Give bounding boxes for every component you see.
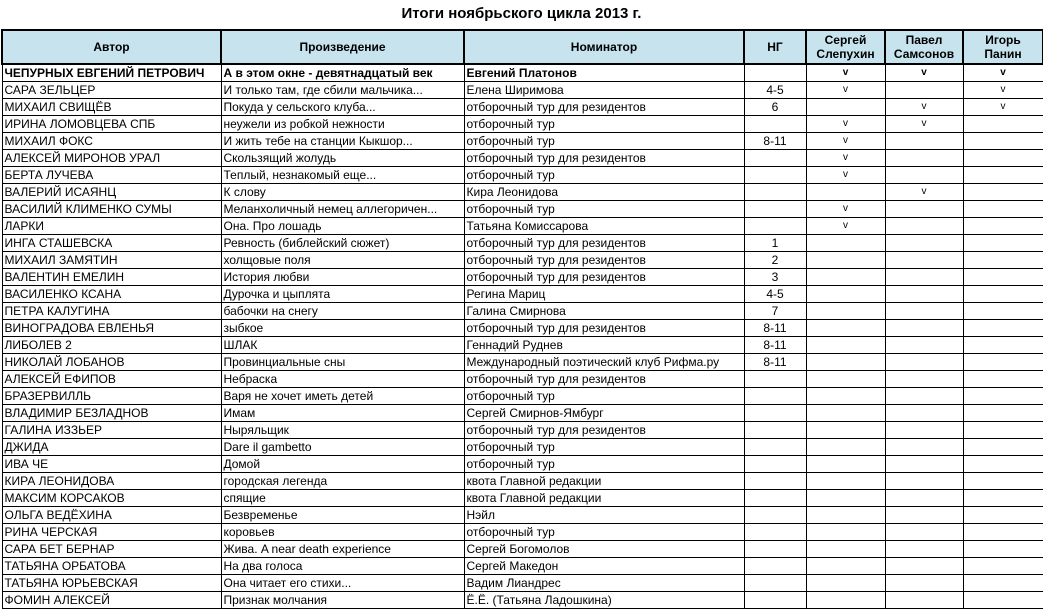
- vote-slepukhin-cell[interactable]: [806, 422, 885, 439]
- nominator-cell[interactable]: отборочный тур для резидентов: [464, 422, 744, 439]
- vote-panin-cell[interactable]: [963, 354, 1043, 371]
- author-cell[interactable]: ВАСИЛИЙ КЛИМЕНКО СУМЫ: [2, 201, 221, 218]
- vote-samsonov-cell[interactable]: v: [885, 99, 963, 116]
- work-cell[interactable]: городская легенда: [221, 473, 464, 490]
- table-row: [2, 303, 1043, 320]
- vote-panin-cell[interactable]: [963, 184, 1043, 201]
- vote-samsonov-cell[interactable]: [885, 405, 963, 422]
- table-row: [2, 116, 1043, 133]
- nominator-cell[interactable]: отборочный тур для резидентов: [464, 99, 744, 116]
- author-cell[interactable]: САРА ЗЕЛЬЦЕР: [2, 82, 221, 99]
- work-cell[interactable]: Ревность (библейский сюжет): [221, 235, 464, 252]
- nominator-cell[interactable]: Сергей Македон: [464, 558, 744, 575]
- author-cell[interactable]: САРА БЕТ БЕРНАР: [2, 541, 221, 558]
- vote-slepukhin-cell[interactable]: [806, 558, 885, 575]
- vote-slepukhin-cell[interactable]: [806, 456, 885, 473]
- work-cell[interactable]: Имам: [221, 405, 464, 422]
- nominator-cell[interactable]: отборочный тур: [464, 524, 744, 541]
- nominator-cell[interactable]: Вадим Лиандрес: [464, 575, 744, 592]
- vote-samsonov-cell[interactable]: v: [885, 64, 963, 82]
- vote-slepukhin-cell[interactable]: [806, 439, 885, 456]
- col-header-ng[interactable]: НГ: [744, 30, 806, 64]
- vote-samsonov-cell[interactable]: [885, 303, 963, 320]
- vote-slepukhin-cell[interactable]: [806, 337, 885, 354]
- vote-slepukhin-cell[interactable]: v: [806, 82, 885, 99]
- author-cell[interactable]: ВАЛЕРИЙ ИСАЯНЦ: [2, 184, 221, 201]
- ng-cell[interactable]: [744, 507, 806, 524]
- col-header-judge-slepukhin[interactable]: [806, 30, 885, 64]
- judge-first-name: Сергей: [824, 33, 867, 47]
- nominator-cell[interactable]: Регина Мариц: [464, 286, 744, 303]
- table-row: [2, 99, 1043, 116]
- ng-cell[interactable]: 4-5: [744, 286, 806, 303]
- nominator-cell[interactable]: Елена Ширимова: [464, 82, 744, 99]
- ng-cell[interactable]: 8-11: [744, 133, 806, 150]
- vote-samsonov-cell[interactable]: [885, 150, 963, 167]
- ng-cell[interactable]: 3: [744, 269, 806, 286]
- table-row: [2, 473, 1043, 490]
- col-header-work[interactable]: Произведение: [221, 30, 464, 64]
- author-cell[interactable]: ВЛАДИМИР БЕЗЛАДНОВ: [2, 405, 221, 422]
- vote-slepukhin-cell[interactable]: [806, 490, 885, 507]
- vote-slepukhin-cell[interactable]: v: [806, 218, 885, 235]
- col-header-judge-samsonov[interactable]: [885, 30, 963, 64]
- author-cell[interactable]: МИХАИЛ ФОКС: [2, 133, 221, 150]
- work-cell[interactable]: Домой: [221, 456, 464, 473]
- nominator-cell[interactable]: отборочный тур: [464, 116, 744, 133]
- table-row: [2, 388, 1043, 405]
- vote-panin-cell[interactable]: [963, 269, 1043, 286]
- nominator-cell[interactable]: Татьяна Комиссарова: [464, 218, 744, 235]
- table-row: [2, 490, 1043, 507]
- table-row: [2, 133, 1043, 150]
- nominator-cell[interactable]: отборочный тур для резидентов: [464, 150, 744, 167]
- table-row: [2, 558, 1043, 575]
- vote-samsonov-cell[interactable]: [885, 235, 963, 252]
- nominator-cell[interactable]: Нэйл: [464, 507, 744, 524]
- table-row: [2, 64, 1043, 82]
- ng-cell[interactable]: [744, 439, 806, 456]
- vote-slepukhin-cell[interactable]: v: [806, 201, 885, 218]
- vote-samsonov-cell[interactable]: [885, 507, 963, 524]
- table-row: [2, 218, 1043, 235]
- vote-samsonov-cell[interactable]: [885, 541, 963, 558]
- vote-slepukhin-cell[interactable]: [806, 99, 885, 116]
- judge-last-name: Самсонов: [893, 47, 955, 61]
- author-cell[interactable]: ТАТЬЯНА ОРБАТОВА: [2, 558, 221, 575]
- vote-slepukhin-cell[interactable]: [806, 592, 885, 609]
- nominator-cell[interactable]: Галина Смирнова: [464, 303, 744, 320]
- work-cell[interactable]: Dare il gambetto: [221, 439, 464, 456]
- nominator-cell[interactable]: Ё.Ё. (Татьяна Ладошкина): [464, 592, 744, 609]
- vote-panin-cell[interactable]: [963, 422, 1043, 439]
- author-cell[interactable]: ИРИНА ЛОМОВЦЕВА СПБ: [2, 116, 221, 133]
- ng-cell[interactable]: 8-11: [744, 320, 806, 337]
- table-row: [2, 575, 1043, 592]
- work-cell[interactable]: Безвременье: [221, 507, 464, 524]
- table-row: [2, 252, 1043, 269]
- vote-samsonov-cell[interactable]: [885, 354, 963, 371]
- ng-cell[interactable]: [744, 575, 806, 592]
- work-cell[interactable]: Она читает его стихи...: [221, 575, 464, 592]
- work-cell[interactable]: Она. Про лошадь: [221, 218, 464, 235]
- table-row: [2, 320, 1043, 337]
- ng-cell[interactable]: [744, 524, 806, 541]
- vote-samsonov-cell[interactable]: [885, 371, 963, 388]
- nominator-cell[interactable]: отборочный тур для резидентов: [464, 269, 744, 286]
- author-cell[interactable]: ТАТЬЯНА ЮРЬЕВСКАЯ: [2, 575, 221, 592]
- table-row: [2, 439, 1043, 456]
- nominator-cell[interactable]: отборочный тур: [464, 167, 744, 184]
- vote-panin-cell[interactable]: [963, 320, 1043, 337]
- vote-samsonov-cell[interactable]: [885, 575, 963, 592]
- author-cell[interactable]: ИВА ЧЕ: [2, 456, 221, 473]
- author-cell[interactable]: МИХАИЛ СВИЩЁВ: [2, 99, 221, 116]
- author-cell[interactable]: КИРА ЛЕОНИДОВА: [2, 473, 221, 490]
- col-header-nominator[interactable]: Номинатор: [464, 30, 744, 64]
- ng-cell[interactable]: [744, 422, 806, 439]
- vote-panin-cell[interactable]: [963, 150, 1043, 167]
- vote-panin-cell[interactable]: [963, 116, 1043, 133]
- sheet-title: Итоги ноябрьского цикла 2013 г.: [401, 5, 642, 22]
- nominator-cell[interactable]: отборочный тур для резидентов: [464, 320, 744, 337]
- nominator-cell[interactable]: квота Главной редакции: [464, 490, 744, 507]
- work-cell[interactable]: ШЛАК: [221, 337, 464, 354]
- table-row: [2, 82, 1043, 99]
- ng-cell[interactable]: 4-5: [744, 82, 806, 99]
- vote-slepukhin-cell[interactable]: [806, 371, 885, 388]
- vote-panin-cell[interactable]: [963, 524, 1043, 541]
- author-cell[interactable]: ЧЕПУРНЫХ ЕВГЕНИЙ ПЕТРОВИЧ: [2, 64, 221, 82]
- author-cell[interactable]: ДЖИДА: [2, 439, 221, 456]
- vote-panin-cell[interactable]: [963, 558, 1043, 575]
- judge-last-name: Панин: [984, 47, 1022, 61]
- ng-cell[interactable]: 8-11: [744, 354, 806, 371]
- ng-cell[interactable]: [744, 388, 806, 405]
- nominator-cell[interactable]: Сергей Смирнов-Ямбург: [464, 405, 744, 422]
- table-row: [2, 524, 1043, 541]
- vote-samsonov-cell[interactable]: [885, 439, 963, 456]
- vote-panin-cell[interactable]: [963, 592, 1043, 609]
- nominator-cell[interactable]: отборочный тур: [464, 201, 744, 218]
- table-row: [2, 541, 1043, 558]
- table-row: [2, 235, 1043, 252]
- table-row: [2, 354, 1043, 371]
- vote-panin-cell[interactable]: [963, 201, 1043, 218]
- work-cell[interactable]: зыбкое: [221, 320, 464, 337]
- vote-panin-cell[interactable]: [963, 541, 1043, 558]
- work-cell[interactable]: Ныряльщик: [221, 422, 464, 439]
- vote-samsonov-cell[interactable]: [885, 167, 963, 184]
- author-cell[interactable]: ЛАРКИ: [2, 218, 221, 235]
- vote-samsonov-cell[interactable]: [885, 252, 963, 269]
- author-cell[interactable]: ФОМИН АЛЕКСЕЙ: [2, 592, 221, 609]
- vote-slepukhin-cell[interactable]: [806, 252, 885, 269]
- col-header-judge-panin[interactable]: [963, 30, 1043, 64]
- vote-samsonov-cell[interactable]: [885, 558, 963, 575]
- ng-cell[interactable]: [744, 218, 806, 235]
- ng-cell[interactable]: [744, 473, 806, 490]
- vote-panin-cell[interactable]: [963, 133, 1043, 150]
- work-cell[interactable]: На два голоса: [221, 558, 464, 575]
- author-cell[interactable]: МИХАИЛ ЗАМЯТИН: [2, 252, 221, 269]
- work-cell[interactable]: неужели из робкой нежности: [221, 116, 464, 133]
- ng-cell[interactable]: [744, 64, 806, 82]
- vote-slepukhin-cell[interactable]: v: [806, 167, 885, 184]
- vote-panin-cell[interactable]: [963, 235, 1043, 252]
- ng-cell[interactable]: [744, 116, 806, 133]
- work-cell[interactable]: К слову: [221, 184, 464, 201]
- vote-slepukhin-cell[interactable]: [806, 473, 885, 490]
- vote-panin-cell[interactable]: [963, 405, 1043, 422]
- work-cell[interactable]: И жить тебе на станции Кыкшор...: [221, 133, 464, 150]
- vote-samsonov-cell[interactable]: [885, 201, 963, 218]
- nominator-cell[interactable]: отборочный тур: [464, 133, 744, 150]
- author-cell[interactable]: БЕРТА ЛУЧЕВА: [2, 167, 221, 184]
- vote-slepukhin-cell[interactable]: v: [806, 150, 885, 167]
- vote-panin-cell[interactable]: [963, 286, 1043, 303]
- vote-samsonov-cell[interactable]: [885, 388, 963, 405]
- vote-panin-cell[interactable]: [963, 473, 1043, 490]
- vote-panin-cell[interactable]: [963, 218, 1043, 235]
- vote-samsonov-cell[interactable]: [885, 422, 963, 439]
- work-cell[interactable]: Варя не хочет иметь детей: [221, 388, 464, 405]
- vote-samsonov-cell[interactable]: [885, 490, 963, 507]
- author-cell[interactable]: ПЕТРА КАЛУГИНА: [2, 303, 221, 320]
- work-cell[interactable]: Покуда у сельского клуба...: [221, 99, 464, 116]
- work-cell[interactable]: Теплый, незнакомый еще...: [221, 167, 464, 184]
- vote-slepukhin-cell[interactable]: [806, 184, 885, 201]
- col-header-author[interactable]: Автор: [2, 30, 221, 64]
- vote-slepukhin-cell[interactable]: [806, 388, 885, 405]
- nominator-cell[interactable]: Геннадий Руднев: [464, 337, 744, 354]
- vote-samsonov-cell[interactable]: [885, 82, 963, 99]
- vote-samsonov-cell[interactable]: [885, 218, 963, 235]
- nominator-cell[interactable]: Евгений Платонов: [464, 64, 744, 82]
- vote-samsonov-cell[interactable]: [885, 337, 963, 354]
- vote-samsonov-cell[interactable]: [885, 524, 963, 541]
- vote-panin-cell[interactable]: [963, 167, 1043, 184]
- table-row: [2, 371, 1043, 388]
- table-row: [2, 405, 1043, 422]
- nominator-cell[interactable]: Кира Леонидова: [464, 184, 744, 201]
- work-cell[interactable]: бабочки на снегу: [221, 303, 464, 320]
- author-cell[interactable]: ЛИБОЛЕВ 2: [2, 337, 221, 354]
- vote-samsonov-cell[interactable]: [885, 473, 963, 490]
- ng-cell[interactable]: [744, 371, 806, 388]
- vote-slepukhin-cell[interactable]: [806, 405, 885, 422]
- vote-panin-cell[interactable]: [963, 456, 1043, 473]
- vote-samsonov-cell[interactable]: [885, 269, 963, 286]
- nominator-cell[interactable]: отборочный тур: [464, 456, 744, 473]
- vote-slepukhin-cell[interactable]: [806, 320, 885, 337]
- vote-slepukhin-cell[interactable]: [806, 286, 885, 303]
- table-row: [2, 167, 1043, 184]
- author-cell[interactable]: МАКСИМ КОРСАКОВ: [2, 490, 221, 507]
- vote-panin-cell[interactable]: [963, 371, 1043, 388]
- ng-cell[interactable]: [744, 150, 806, 167]
- ng-cell[interactable]: [744, 167, 806, 184]
- table-row: [2, 592, 1043, 609]
- vote-panin-cell[interactable]: [963, 303, 1043, 320]
- ng-cell[interactable]: 7: [744, 303, 806, 320]
- vote-slepukhin-cell[interactable]: v: [806, 133, 885, 150]
- work-cell[interactable]: Небраска: [221, 371, 464, 388]
- ng-cell[interactable]: [744, 592, 806, 609]
- ng-cell[interactable]: [744, 490, 806, 507]
- ng-cell[interactable]: [744, 184, 806, 201]
- ng-cell[interactable]: 1: [744, 235, 806, 252]
- vote-panin-cell[interactable]: [963, 507, 1043, 524]
- ng-cell[interactable]: [744, 541, 806, 558]
- judge-first-name: Павел: [905, 33, 943, 47]
- vote-panin-cell[interactable]: [963, 575, 1043, 592]
- ng-cell[interactable]: [744, 456, 806, 473]
- work-cell[interactable]: Дурочка и цыплята: [221, 286, 464, 303]
- work-cell[interactable]: История любви: [221, 269, 464, 286]
- nominator-cell[interactable]: Международный поэтический клуб Рифма.ру: [464, 354, 744, 371]
- work-cell[interactable]: холщовые поля: [221, 252, 464, 269]
- author-cell[interactable]: ИНГА СТАШЕВСКА: [2, 235, 221, 252]
- nominator-cell[interactable]: квота Главной редакции: [464, 473, 744, 490]
- work-cell[interactable]: А в этом окне - девятнадцатый век: [221, 64, 464, 82]
- vote-panin-cell[interactable]: [963, 337, 1043, 354]
- header-row: [2, 30, 1043, 64]
- ng-cell[interactable]: [744, 405, 806, 422]
- work-cell[interactable]: Жива. A near death experience: [221, 541, 464, 558]
- results-table: [1, 29, 1043, 609]
- nominator-cell[interactable]: отборочный тур для резидентов: [464, 252, 744, 269]
- table-row: [2, 422, 1043, 439]
- author-cell[interactable]: ВАЛЕНТИН ЕМЕЛИН: [2, 269, 221, 286]
- author-cell[interactable]: РИНА ЧЕРСКАЯ: [2, 524, 221, 541]
- table-body: [2, 64, 1043, 609]
- table-row: [2, 507, 1043, 524]
- vote-slepukhin-cell[interactable]: [806, 235, 885, 252]
- judge-last-name: Слепухин: [816, 47, 875, 61]
- nominator-cell[interactable]: отборочный тур: [464, 388, 744, 405]
- work-cell[interactable]: Скользящий жолудь: [221, 150, 464, 167]
- vote-slepukhin-cell[interactable]: v: [806, 64, 885, 82]
- vote-slepukhin-cell[interactable]: [806, 507, 885, 524]
- table-row: [2, 201, 1043, 218]
- vote-panin-cell[interactable]: v: [963, 82, 1043, 99]
- vote-slepukhin-cell[interactable]: [806, 303, 885, 320]
- nominator-cell[interactable]: отборочный тур: [464, 439, 744, 456]
- author-cell[interactable]: ОЛЬГА ВЕДЁХИНА: [2, 507, 221, 524]
- vote-panin-cell[interactable]: v: [963, 64, 1043, 82]
- work-cell[interactable]: Меланхоличный немец аллегоричен...: [221, 201, 464, 218]
- vote-samsonov-cell[interactable]: [885, 133, 963, 150]
- work-cell[interactable]: коровьев: [221, 524, 464, 541]
- vote-panin-cell[interactable]: [963, 388, 1043, 405]
- vote-samsonov-cell[interactable]: [885, 320, 963, 337]
- author-cell[interactable]: ГАЛИНА ИЗЗЬЕР: [2, 422, 221, 439]
- work-cell[interactable]: Провинциальные сны: [221, 354, 464, 371]
- author-cell[interactable]: БРАЗЕРВИЛЛЬ: [2, 388, 221, 405]
- table-row: [2, 150, 1043, 167]
- author-cell[interactable]: АЛЕКСЕЙ ЕФИПОВ: [2, 371, 221, 388]
- work-cell[interactable]: Признак молчания: [221, 592, 464, 609]
- vote-samsonov-cell[interactable]: [885, 456, 963, 473]
- table-row: [2, 456, 1043, 473]
- ng-cell[interactable]: 8-11: [744, 337, 806, 354]
- vote-panin-cell[interactable]: [963, 252, 1043, 269]
- table-row: [2, 269, 1043, 286]
- vote-slepukhin-cell[interactable]: v: [806, 116, 885, 133]
- vote-samsonov-cell[interactable]: v: [885, 184, 963, 201]
- nominator-cell[interactable]: отборочный тур для резидентов: [464, 371, 744, 388]
- nominator-cell[interactable]: Сергей Богомолов: [464, 541, 744, 558]
- work-cell[interactable]: И только там, где сбили мальчика...: [221, 82, 464, 99]
- nominator-cell[interactable]: отборочный тур для резидентов: [464, 235, 744, 252]
- author-cell[interactable]: ВАСИЛЕНКО КСАНА: [2, 286, 221, 303]
- vote-samsonov-cell[interactable]: v: [885, 116, 963, 133]
- author-cell[interactable]: АЛЕКСЕЙ МИРОНОВ УРАЛ: [2, 150, 221, 167]
- vote-samsonov-cell[interactable]: [885, 592, 963, 609]
- vote-panin-cell[interactable]: [963, 490, 1043, 507]
- table-row: [2, 286, 1043, 303]
- author-cell[interactable]: ВИНОГРАДОВА ЕВЛЕНЬЯ: [2, 320, 221, 337]
- vote-panin-cell[interactable]: [963, 439, 1043, 456]
- table-row: [2, 337, 1043, 354]
- work-cell[interactable]: спящие: [221, 490, 464, 507]
- vote-slepukhin-cell[interactable]: [806, 541, 885, 558]
- vote-slepukhin-cell[interactable]: [806, 354, 885, 371]
- author-cell[interactable]: НИКОЛАЙ ЛОБАНОВ: [2, 354, 221, 371]
- ng-cell[interactable]: 6: [744, 99, 806, 116]
- vote-slepukhin-cell[interactable]: [806, 524, 885, 541]
- vote-slepukhin-cell[interactable]: [806, 575, 885, 592]
- table-row: [2, 184, 1043, 201]
- ng-cell[interactable]: 2: [744, 252, 806, 269]
- ng-cell[interactable]: [744, 201, 806, 218]
- vote-samsonov-cell[interactable]: [885, 286, 963, 303]
- ng-cell[interactable]: [744, 558, 806, 575]
- judge-first-name: Игорь: [985, 33, 1021, 47]
- vote-slepukhin-cell[interactable]: [806, 269, 885, 286]
- vote-panin-cell[interactable]: v: [963, 99, 1043, 116]
